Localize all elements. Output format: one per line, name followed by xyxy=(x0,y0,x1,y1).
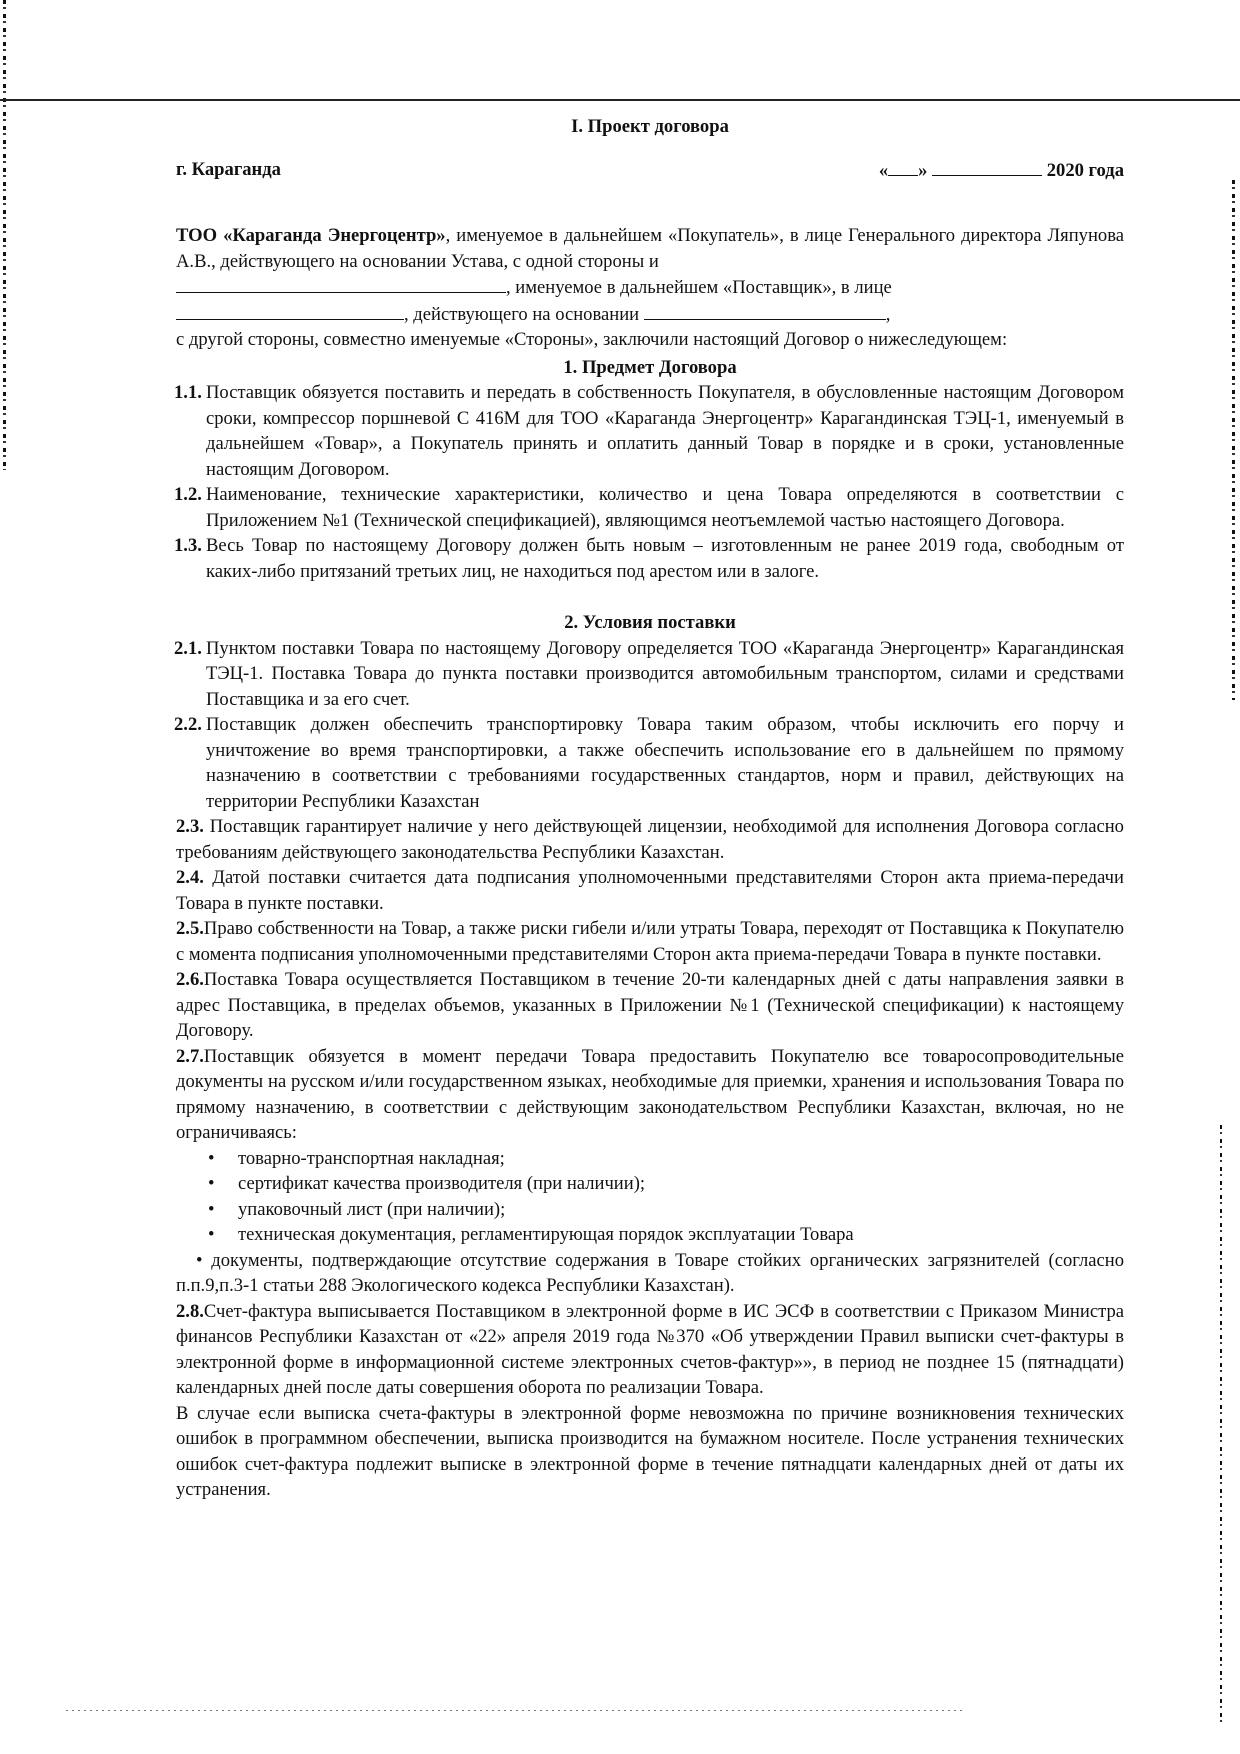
clause-2-5: 2.5.Право собственности на Товар, а также риски гибели и/или утраты Товара, переходят от Поставщика к Покупателю с момента подписания уполномоченными представителями Сторон акта приема-передачи Товара в пункте поставки. xyxy=(176,918,1124,965)
list-item: • упаковочный лист (при наличии); xyxy=(176,1197,1124,1223)
preamble-party2: , именуемое в дальнейшем «Поставщик», в лице xyxy=(176,274,1124,301)
day-blank xyxy=(888,157,918,176)
basis-blank xyxy=(644,301,886,320)
documents-list xyxy=(176,1146,1124,1248)
clause-1-2: 1.2. Наименование, технические характеристики, количество и цена Товара определяются в соответствии с Приложением №1 (Технической спецификацией), являющимся неотъемлемой частью настоящего Договора. xyxy=(174,484,1124,531)
month-blank xyxy=(932,157,1042,176)
supplier-name-blank xyxy=(176,274,506,293)
clause-2-3: 2.3. Поставщик гарантирует наличие у него действующей лицензии, необходимой для исполнения Договора согласно требованиям действующего законодательства Республики Казахстан. xyxy=(176,816,1124,863)
preamble-party2-basis: , действующего на основании , xyxy=(176,301,1124,328)
scan-left-edge xyxy=(3,0,6,470)
clause-2-4: 2.4. Датой поставки считается дата подписания уполномоченными представителями Сторон акта приема-передачи Товара в пункте поставки. xyxy=(176,867,1124,914)
clause-2-2: 2.2. Поставщик должен обеспечить транспортировку Товара таким образом, чтобы исключить его порчу и уничтожение во время транспортировки, а также обеспечить использование его в дальнейшем по прямому назначению в соответствии с требованиями государственных стандартов, норм и правил, действующих на территории Республики Казахстан xyxy=(174,714,1124,812)
clause-2-8: 2.8.Счет-фактура выписывается Поставщиком в электронной форме в ИС ЭСФ в соответствии с Приказом Министра финансов Республики Казахстан от «22» апреля 2019 года №370 «Об утверждении Правил выписки счет-фактуры в электронной форме в информационной системе электронных счетов-фактур»», в период не позднее 15 (пятнадцати) календарных дней после даты совершения оборота по реализации Товара. xyxy=(176,1300,1124,1398)
list-item: • техническая документация, регламентирующая порядок эксплуатации Товара xyxy=(176,1222,1124,1248)
city: г. Караганда xyxy=(176,158,281,180)
preamble xyxy=(176,223,1124,353)
clause-2-1: 2.1. Пунктом поставки Товара по настоящему Договору определяется ТОО «Караганда Энергоцентр» Карагандинская ТЭЦ-1. Поставка Товара до пункта поставки производится автомобильным транспортом, силами и средствами Поставщика и за его счет. xyxy=(174,637,1124,710)
clause-1-3: 1.3. Весь Товар по настоящему Договору должен быть новым – изготовленным не ранее 2019 года, свободным от каких-либо притязаний третьих лиц, не находиться под арестом или в залоге. xyxy=(174,535,1124,582)
preamble-tail: с другой стороны, совместно именуемые «Стороны», заключили настоящий Договор о нижеследующем: xyxy=(176,329,1008,350)
clause-2-8-extra: В случае если выписка счета-фактуры в электронной форме невозможна по причине возникновения технических ошибок в программном обеспечении, выписка производится на бумажном носителе. После устранения технических ошибок счет-фактура подлежит выписке в электронной форме в течение пятнадцати календарных дней от даты их устранения. xyxy=(176,1402,1124,1500)
document-body xyxy=(176,114,1124,1503)
clause-1-1: 1.1. Поставщик обязуется поставить и передать в собственность Покупателя, в обусловленные настоящим Договором сроки, компрессор поршневой С 416М для ТОО «Караганда Энергоцентр» Карагандинская ТЭЦ-1, именуемый в дальнейшем «Товар», а Покупатель принять и оплатить данный Товар в порядке и в сроки, установленные настоящим Договором. xyxy=(174,382,1124,480)
clause-2-7-extra: • документы, подтверждающие отсутствие содержания в Товаре стойких органических загрязнителей (согласно п.п.9,п.3-1 статьи 288 Экологического кодекса Республики Казахстан). xyxy=(176,1249,1124,1296)
scan-right-edge xyxy=(1232,180,1235,700)
list-item: • товарно-транспортная накладная; xyxy=(176,1146,1124,1172)
list-item: • сертификат качества производителя (при наличии); xyxy=(176,1171,1124,1197)
representative-blank xyxy=(176,301,404,320)
clause-2-7: 2.7.Поставщик обязуется в момент передачи Товара предоставить Покупателю все товаросопроводительные документы на русском и/или государственном языках, необходимые для приемки, хранения и использования Товара по прямому назначению, в соответствии с действующим законодательством Республики Казахстан, включая, но не ограничиваясь: xyxy=(176,1045,1124,1143)
section-1-title: 1. Предмет Договора xyxy=(563,356,737,378)
preamble-party1: ТОО «Караганда Энергоцентр», именуемое в дальнейшем «Покупатель», в лице Генерального директора Ляпунова А.В., действующего на основании Устава, с одной стороны и xyxy=(176,225,1124,272)
city-date-line xyxy=(176,157,1124,184)
section-2-title: 2. Условия поставки xyxy=(564,612,736,633)
contract-date: « » 2020 года xyxy=(879,157,1124,184)
scan-right-edge-lower xyxy=(1220,1125,1222,1725)
scan-bottom-dots xyxy=(66,1710,966,1711)
clause-2-6: 2.6.Поставка Товара осуществляется Поставщиком в течение 20-ти календарных дней с даты направления заявки в адрес Поставщика, в пределах объемов, указанных в Приложении №1 (Технической спецификации) к настоящему Договору. xyxy=(176,969,1124,1041)
top-rule xyxy=(0,99,1240,101)
document-title: I. Проект договора xyxy=(571,116,729,137)
